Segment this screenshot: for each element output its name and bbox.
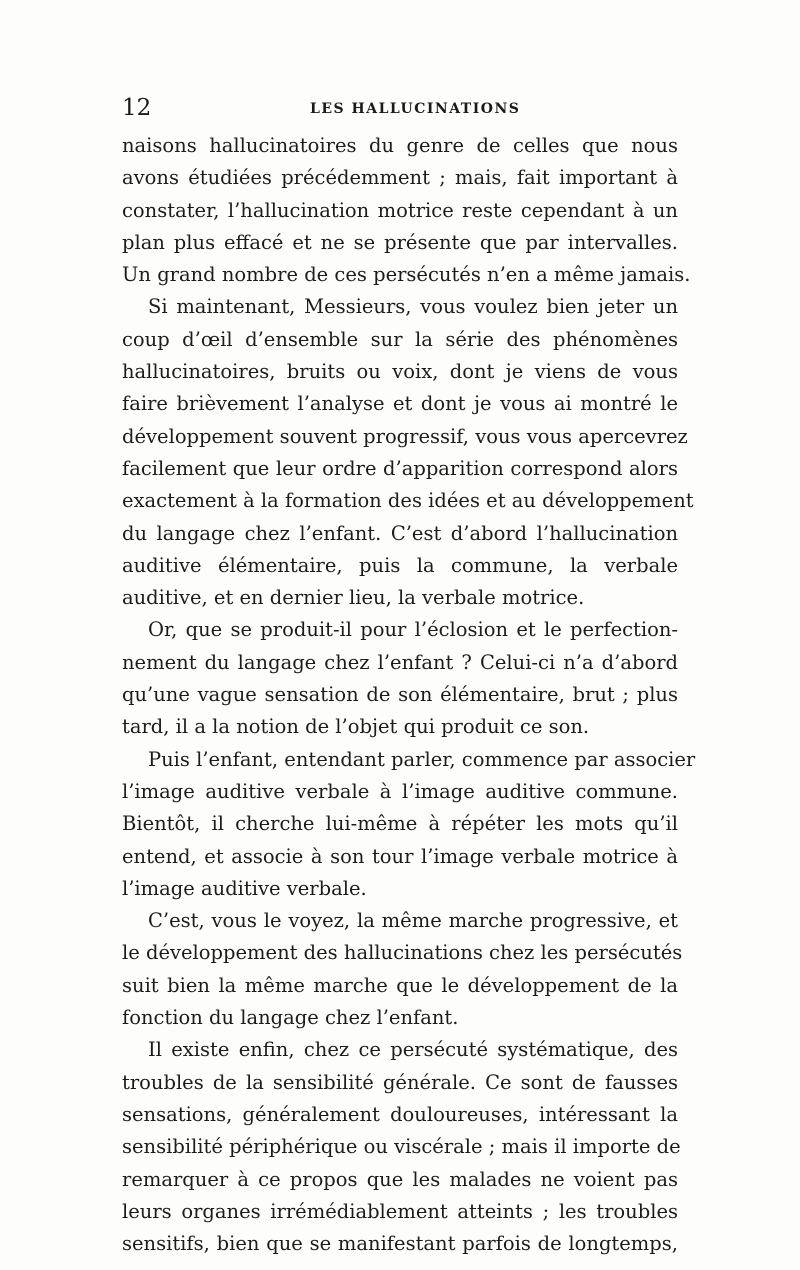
text-line: avons étudiées précédemment ; mais, fait important à bbox=[122, 166, 678, 190]
text-line: sensibilité périphérique ou viscérale ; mais il importe de bbox=[122, 1135, 681, 1159]
text-line: plan plus effacé et ne se présente que par intervalles. bbox=[122, 230, 678, 254]
text-line: suit bien la même marche que le développement de la bbox=[122, 973, 678, 997]
text-line: nement du langage chez l’enfant ? Celui-ci n’a d’abord bbox=[122, 650, 678, 674]
text-line: l’image auditive verbale. bbox=[122, 876, 367, 900]
text-line: C’est, vous le voyez, la même marche progressive, et bbox=[148, 909, 678, 933]
text-line: le développement des hallucinations chez les persécutés bbox=[122, 941, 683, 965]
text-line: exactement à la formation des idées et au développement bbox=[122, 489, 694, 513]
text-line: coup d’œil d’ensemble sur la série des phénomènes bbox=[122, 327, 678, 351]
text-line: hallucinatoires, bruits ou voix, dont je viens de vous bbox=[122, 360, 678, 384]
text-line: facilement que leur ordre d’apparition correspond alors bbox=[122, 456, 678, 480]
page-number: 12 bbox=[122, 95, 152, 121]
text-line: Un grand nombre de ces persécutés n’en a même jamais. bbox=[122, 263, 691, 287]
text-line: leurs organes irrémédiablement atteints ; les troubles bbox=[122, 1199, 678, 1223]
text-line: auditive, et en dernier lieu, la verbale motrice. bbox=[122, 586, 585, 610]
text-line: naisons hallucinatoires du genre de celles que nous bbox=[122, 134, 678, 157]
body-text bbox=[122, 130, 696, 1260]
text-line: du langage chez l’enfant. C’est d’abord l’hallucination bbox=[122, 521, 678, 545]
running-head bbox=[120, 93, 680, 123]
text-line: Il existe enfin, chez ce persécuté systématique, des bbox=[148, 1038, 678, 1062]
text-line: développement souvent progressif, vous vous apercevrez bbox=[122, 424, 688, 448]
text-line: Or, que se produit-il pour l’éclosion et le perfection- bbox=[148, 618, 678, 642]
text-line: entend, et associe à son tour l’image verbale motrice à bbox=[122, 844, 678, 868]
text-line: Puis l’enfant, entendant parler, commence par associer bbox=[148, 747, 696, 771]
running-title: LES HALLUCINATIONS bbox=[310, 101, 521, 117]
text-line: sensitifs, bien que se manifestant parfois de longtemps, bbox=[122, 1232, 678, 1256]
text-line: troubles de la sensibilité générale. Ce sont de fausses bbox=[122, 1070, 678, 1094]
text-line: fonction du langage chez l’enfant. bbox=[122, 1006, 459, 1030]
text-line: auditive élémentaire, puis la commune, la verbale bbox=[122, 553, 678, 577]
text-line: Bientôt, il cherche lui-même à répéter les mots qu’il bbox=[122, 812, 678, 836]
text-line: faire brièvement l’analyse et dont je vous ai montré le bbox=[122, 392, 678, 416]
text-line: qu’une vague sensation de son élémentaire, brut ; plus bbox=[122, 683, 678, 707]
text-line: Si maintenant, Messieurs, vous voulez bien jeter un bbox=[148, 295, 678, 319]
text-line: sensations, généralement douloureuses, intéressant la bbox=[122, 1102, 678, 1126]
text-line: tard, il a la notion de l’objet qui produit ce son. bbox=[122, 715, 590, 739]
text-line: remarquer à ce propos que les malades ne voient pas bbox=[122, 1167, 678, 1191]
text-line: l’image auditive verbale à l’image auditive commune. bbox=[122, 779, 678, 803]
text-line: constater, l’hallucination motrice reste cependant à un bbox=[122, 198, 678, 222]
